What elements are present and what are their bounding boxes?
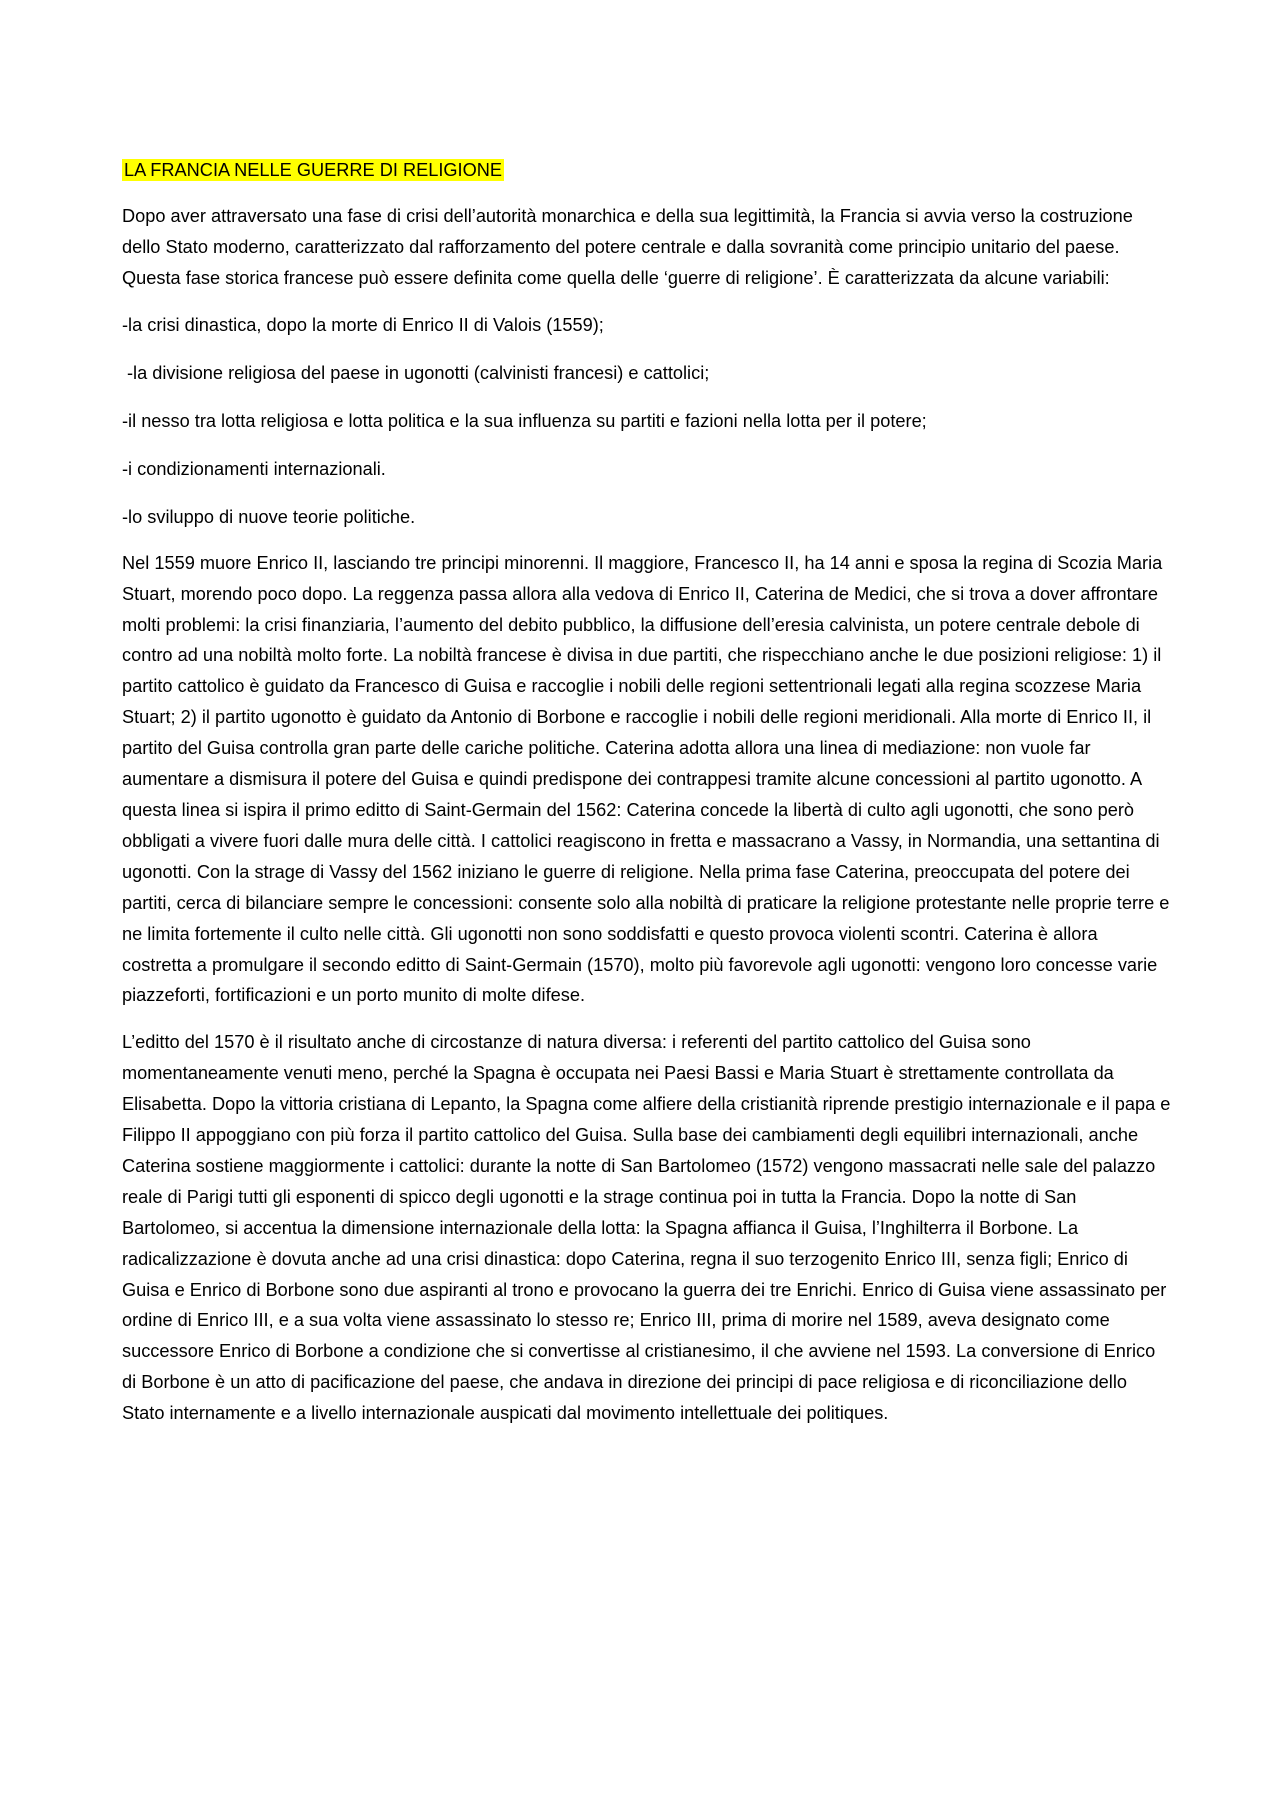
list-item: -il nesso tra lotta religiosa e lotta politica e la sua influenza su partiti e fazioni nella lotta per il potere; [122,410,927,431]
list-item: -i condizionamenti internazionali. [122,458,386,479]
intro-paragraph: Dopo aver attraversato una fase di crisi dell’autorità monarchica e della sua legittimità, la Francia si avvia verso la costruzione dello Stato moderno, caratterizzato dal rafforzamento del potere centrale e dalla sovranità come principio unitario del paese. Questa fase storica francese può essere definita come quella delle ‘guerre di religione’. È caratterizzata da alcune variabili: [122,206,1133,288]
list-item: -la crisi dinastica, dopo la morte di Enrico II di Valois (1559); [122,314,604,335]
document-title: LA FRANCIA NELLE GUERRE DI RELIGIONE [124,160,503,180]
document-page [122,155,1172,1445]
body-paragraph-2: L’editto del 1570 è il risultato anche di circostanze di natura diversa: i referenti del partito cattolico del Guisa sono momentaneamente venuti meno, perché la Spagna è occupata nei Paesi Bassi e Maria Stuart è strettamente controllata da Elisabetta. Dopo la vittoria cristiana di Lepanto, la Spagna come alfiere della cristianità riprende prestigio internazionale e il papa e Filippo II appoggiano con più forza il partito cattolico del Guisa. Sulla base dei cambiamenti degli equilibri internazionali, anche Caterina sostiene maggiormente i cattolici: durante la notte di San Bartolomeo (1572) vengono massacrati nelle sale del palazzo reale di Parigi tutti gli esponenti di spicco degli ugonotti e la strage continua poi in tutta la Francia. Dopo la notte di San Bartolomeo, si accentua la dimensione internazionale della lotta: la Spagna affianca il Guisa, l’Inghilterra il Borbone. La radicalizzazione è dovuta anche ad una crisi dinastica: dopo Caterina, regna il suo terzogenito Enrico III, senza figli; Enrico di Guisa e Enrico di Borbone sono due aspiranti al trono e provocano la guerra dei tre Enrichi. Enrico di Guisa viene assassinato per ordine di Enrico III, e a sua volta viene assassinato lo stesso re; Enrico III, prima di morire nel 1589, aveva designato come successore Enrico di Borbone a condizione che si convertisse al cristianesimo, il che avviene nel 1593. La conversione di Enrico di Borbone è un atto di pacificazione del paese, che andava in direzione dei principi di pace religiosa e di riconciliazione dello Stato internamente e a livello internazionale auspicati dal movimento intellettuale dei politiques. [122,1032,1171,1424]
list-item: -lo sviluppo di nuove teorie politiche. [122,506,416,527]
list-item: -la divisione religiosa del paese in ugonotti (calvinisti francesi) e cattolici; [127,362,710,383]
title-line [122,155,1172,187]
body-paragraph-1: Nel 1559 muore Enrico II, lasciando tre principi minorenni. Il maggiore, Francesco II, ha 14 anni e sposa la regina di Scozia Maria Stuart, morendo poco dopo. La reggenza passa allora alla vedova di Enrico II, Caterina de Medici, che si trova a dover affrontare molti problemi: la crisi finanziaria, l’aumento del debito pubblico, la diffusione dell’eresia calvinista, un potere centrale debole di contro ad una nobiltà molto forte. La nobiltà francese è divisa in due partiti, che rispecchiano anche le due posizioni religiose: 1) il partito cattolico è guidato da Francesco di Guisa e raccoglie i nobili delle regioni settentrionali legati alla regina scozzese Maria Stuart; 2) il partito ugonotto è guidato da Antonio di Borbone e raccoglie i nobili delle regioni meridionali. Alla morte di Enrico II, il partito del Guisa controlla gran parte delle cariche politiche. Caterina adotta allora una linea di mediazione: non vuole far aumentare a dismisura il potere del Guisa e quindi predispone dei contrappesi tramite alcune concessioni al partito ugonotto. A questa linea si ispira il primo editto di Saint-Germain del 1562: Caterina concede la libertà di culto agli ugonotti, che sono però obbligati a vivere fuori dalle mura delle città. I cattolici reagiscono in fretta e massacrano a Vassy, in Normandia, una settantina di ugonotti. Con la strage di Vassy del 1562 iniziano le guerre di religione. Nella prima fase Caterina, preoccupata del potere dei partiti, cerca di bilanciare sempre le concessioni: consente solo alla nobiltà di praticare la religione protestante nelle proprie terre e ne limita fortemente il culto nelle città. Gli ugonotti non sono soddisfatti e questo provoca violenti scontri. Caterina è allora costretta a promulgare il secondo editto di Saint-Germain (1570), molto più favorevole agli ugonotti: vengono loro concesse varie piazzeforti, fortificazioni e un porto munito di molte difese. [122,552,1170,1006]
